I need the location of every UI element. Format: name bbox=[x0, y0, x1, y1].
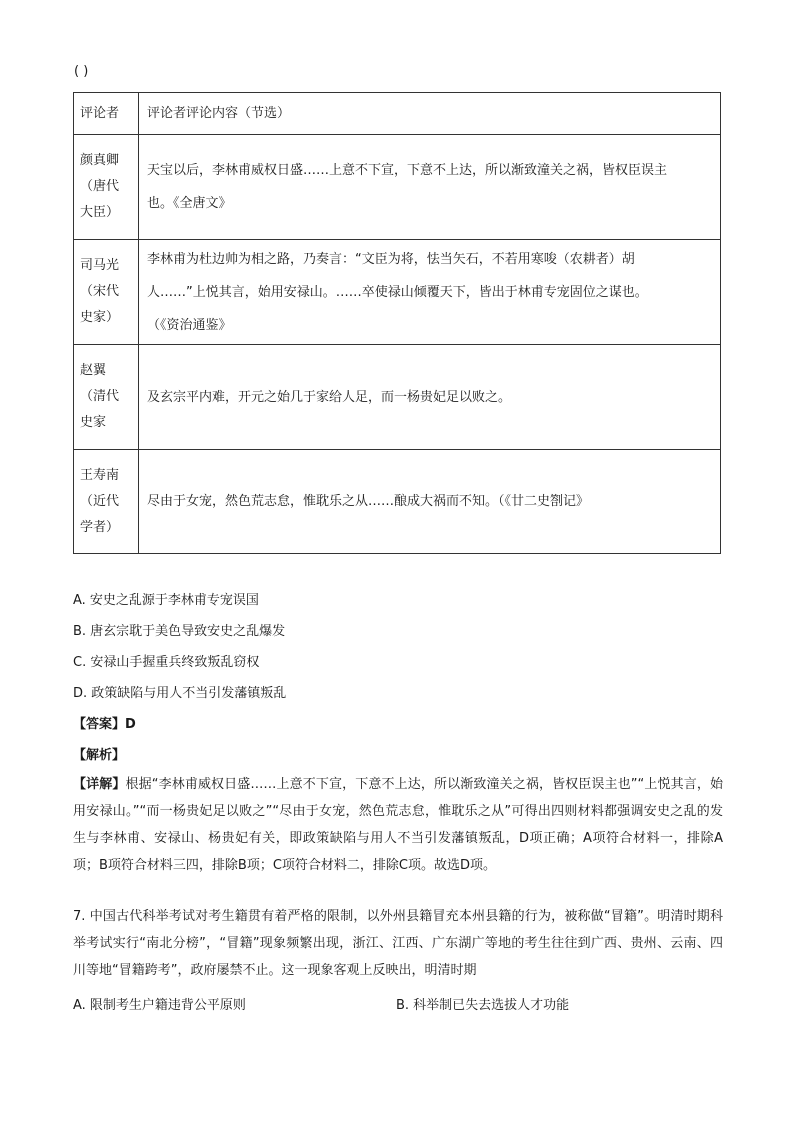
comment-line: 也。《全唐文》 bbox=[147, 196, 232, 211]
q7-option-a: A. 限制考生户籍违背公平原则 bbox=[73, 998, 246, 1013]
table-row bbox=[74, 240, 721, 345]
commentator-name: 赵翼 bbox=[80, 363, 107, 378]
commentator-era: （近代 bbox=[80, 493, 120, 509]
comment-cell bbox=[139, 135, 721, 240]
commentator-name: 司马光 bbox=[80, 258, 120, 273]
q7-option-b: B. 科举制已失去选拔人才功能 bbox=[396, 998, 570, 1013]
comment-line: 及玄宗平内难，开元之始几于家给人足，而一杨贵妃足以败之。 bbox=[147, 389, 512, 405]
commentator-cell bbox=[74, 240, 139, 345]
detail-text: 根据“李林甫威权日盛……上意不下宣，下意不上达，所以渐致潼关之祸，皆权臣误主也”“上悦其言，始用安禄山。”“而一杨贵妃足以败之”“尽由于女宠，然色荒志怠，惟耽乐之从”可得出四则材料都强调安史之乱的发生与李林甫、安禄山、杨贵妃有关，即政策缺陷与用人不当引发藩镇叛乱，D项正确；A项符合材料一，排除A项；B项符合材料三四，排除B项；C项符合材料二，排除C项。故选D项。 bbox=[73, 777, 723, 873]
analysis-label: 【解析】 bbox=[73, 748, 126, 763]
comment-line: 天宝以后，李林甫威权日盛……上意不下宣，下意不上达，所以渐致潼关之祸，皆权臣误主 bbox=[147, 163, 668, 178]
comment-line: （《资治通鉴》 bbox=[147, 317, 232, 333]
commentator-cell bbox=[74, 450, 139, 554]
table-header-row bbox=[74, 93, 721, 135]
table-row bbox=[74, 345, 721, 450]
detail-label: 【详解】 bbox=[73, 777, 126, 792]
table-row bbox=[74, 135, 721, 240]
option-c: C. 安禄山手握重兵终致叛乱窃权 bbox=[73, 655, 260, 670]
commentator-name: 颜真卿 bbox=[80, 153, 120, 168]
commentator-role: 大臣） bbox=[80, 205, 120, 220]
commentator-era: （宋代 bbox=[80, 284, 120, 299]
comment-cell bbox=[139, 450, 721, 554]
question-7-stem: 7. 中国古代科举考试对考生籍贯有着严格的限制，以外州县籍冒充本州县籍的行为，被称做“冒籍”。明清时期科举考试实行“南北分榜”，“冒籍”现象频繁出现，浙江、江西、广东湖广等地的考生往往到广西、贵州、云南、四川等地“冒籍跨考”，政府屡禁不止。这一现象客观上反映出，明清时期 bbox=[73, 909, 723, 978]
commentator-cell bbox=[74, 345, 139, 450]
header-content: 评论者评论内容（节选） bbox=[139, 93, 721, 135]
commentator-era: （清代 bbox=[80, 389, 120, 404]
option-b: B. 唐玄宗耽于美色导致安史之乱爆发 bbox=[73, 624, 286, 639]
comment-line: 李林甫为杜边帅为相之路，乃奏言：“文臣为将，怯当矢石，不若用寒唆（农耕者）胡 bbox=[147, 251, 635, 267]
comment-line: 尽由于女宠，然色荒志怠，惟耽乐之从……酿成大祸而不知。（《廿二史劄记》 bbox=[147, 494, 590, 509]
commentator-role: 学者） bbox=[80, 519, 120, 535]
commentator-era: （唐代 bbox=[80, 179, 120, 194]
comment-cell bbox=[139, 240, 721, 345]
option-d: D. 政策缺陷与用人不当引发藩镇叛乱 bbox=[73, 686, 287, 701]
answer-label: 【答案】D bbox=[73, 717, 136, 732]
commentator-name: 王寿南 bbox=[80, 467, 120, 483]
option-a: A. 安史之乱源于李林甫专宠误国 bbox=[73, 593, 259, 608]
commentator-role: 史家） bbox=[80, 310, 120, 325]
commentary-table bbox=[73, 92, 721, 554]
comment-cell bbox=[139, 345, 721, 450]
header-commentator: 评论者 bbox=[74, 93, 139, 135]
comment-line: 人……”上悦其言，始用安禄山。……卒使禄山倾覆天下，皆出于林甫专宠固位之谋也。 bbox=[147, 284, 648, 300]
question-parenthesis: ( ) bbox=[74, 64, 89, 79]
detail-paragraph bbox=[73, 771, 723, 879]
table-row bbox=[74, 450, 721, 554]
commentator-role: 史家 bbox=[80, 415, 107, 430]
commentator-cell bbox=[74, 135, 139, 240]
